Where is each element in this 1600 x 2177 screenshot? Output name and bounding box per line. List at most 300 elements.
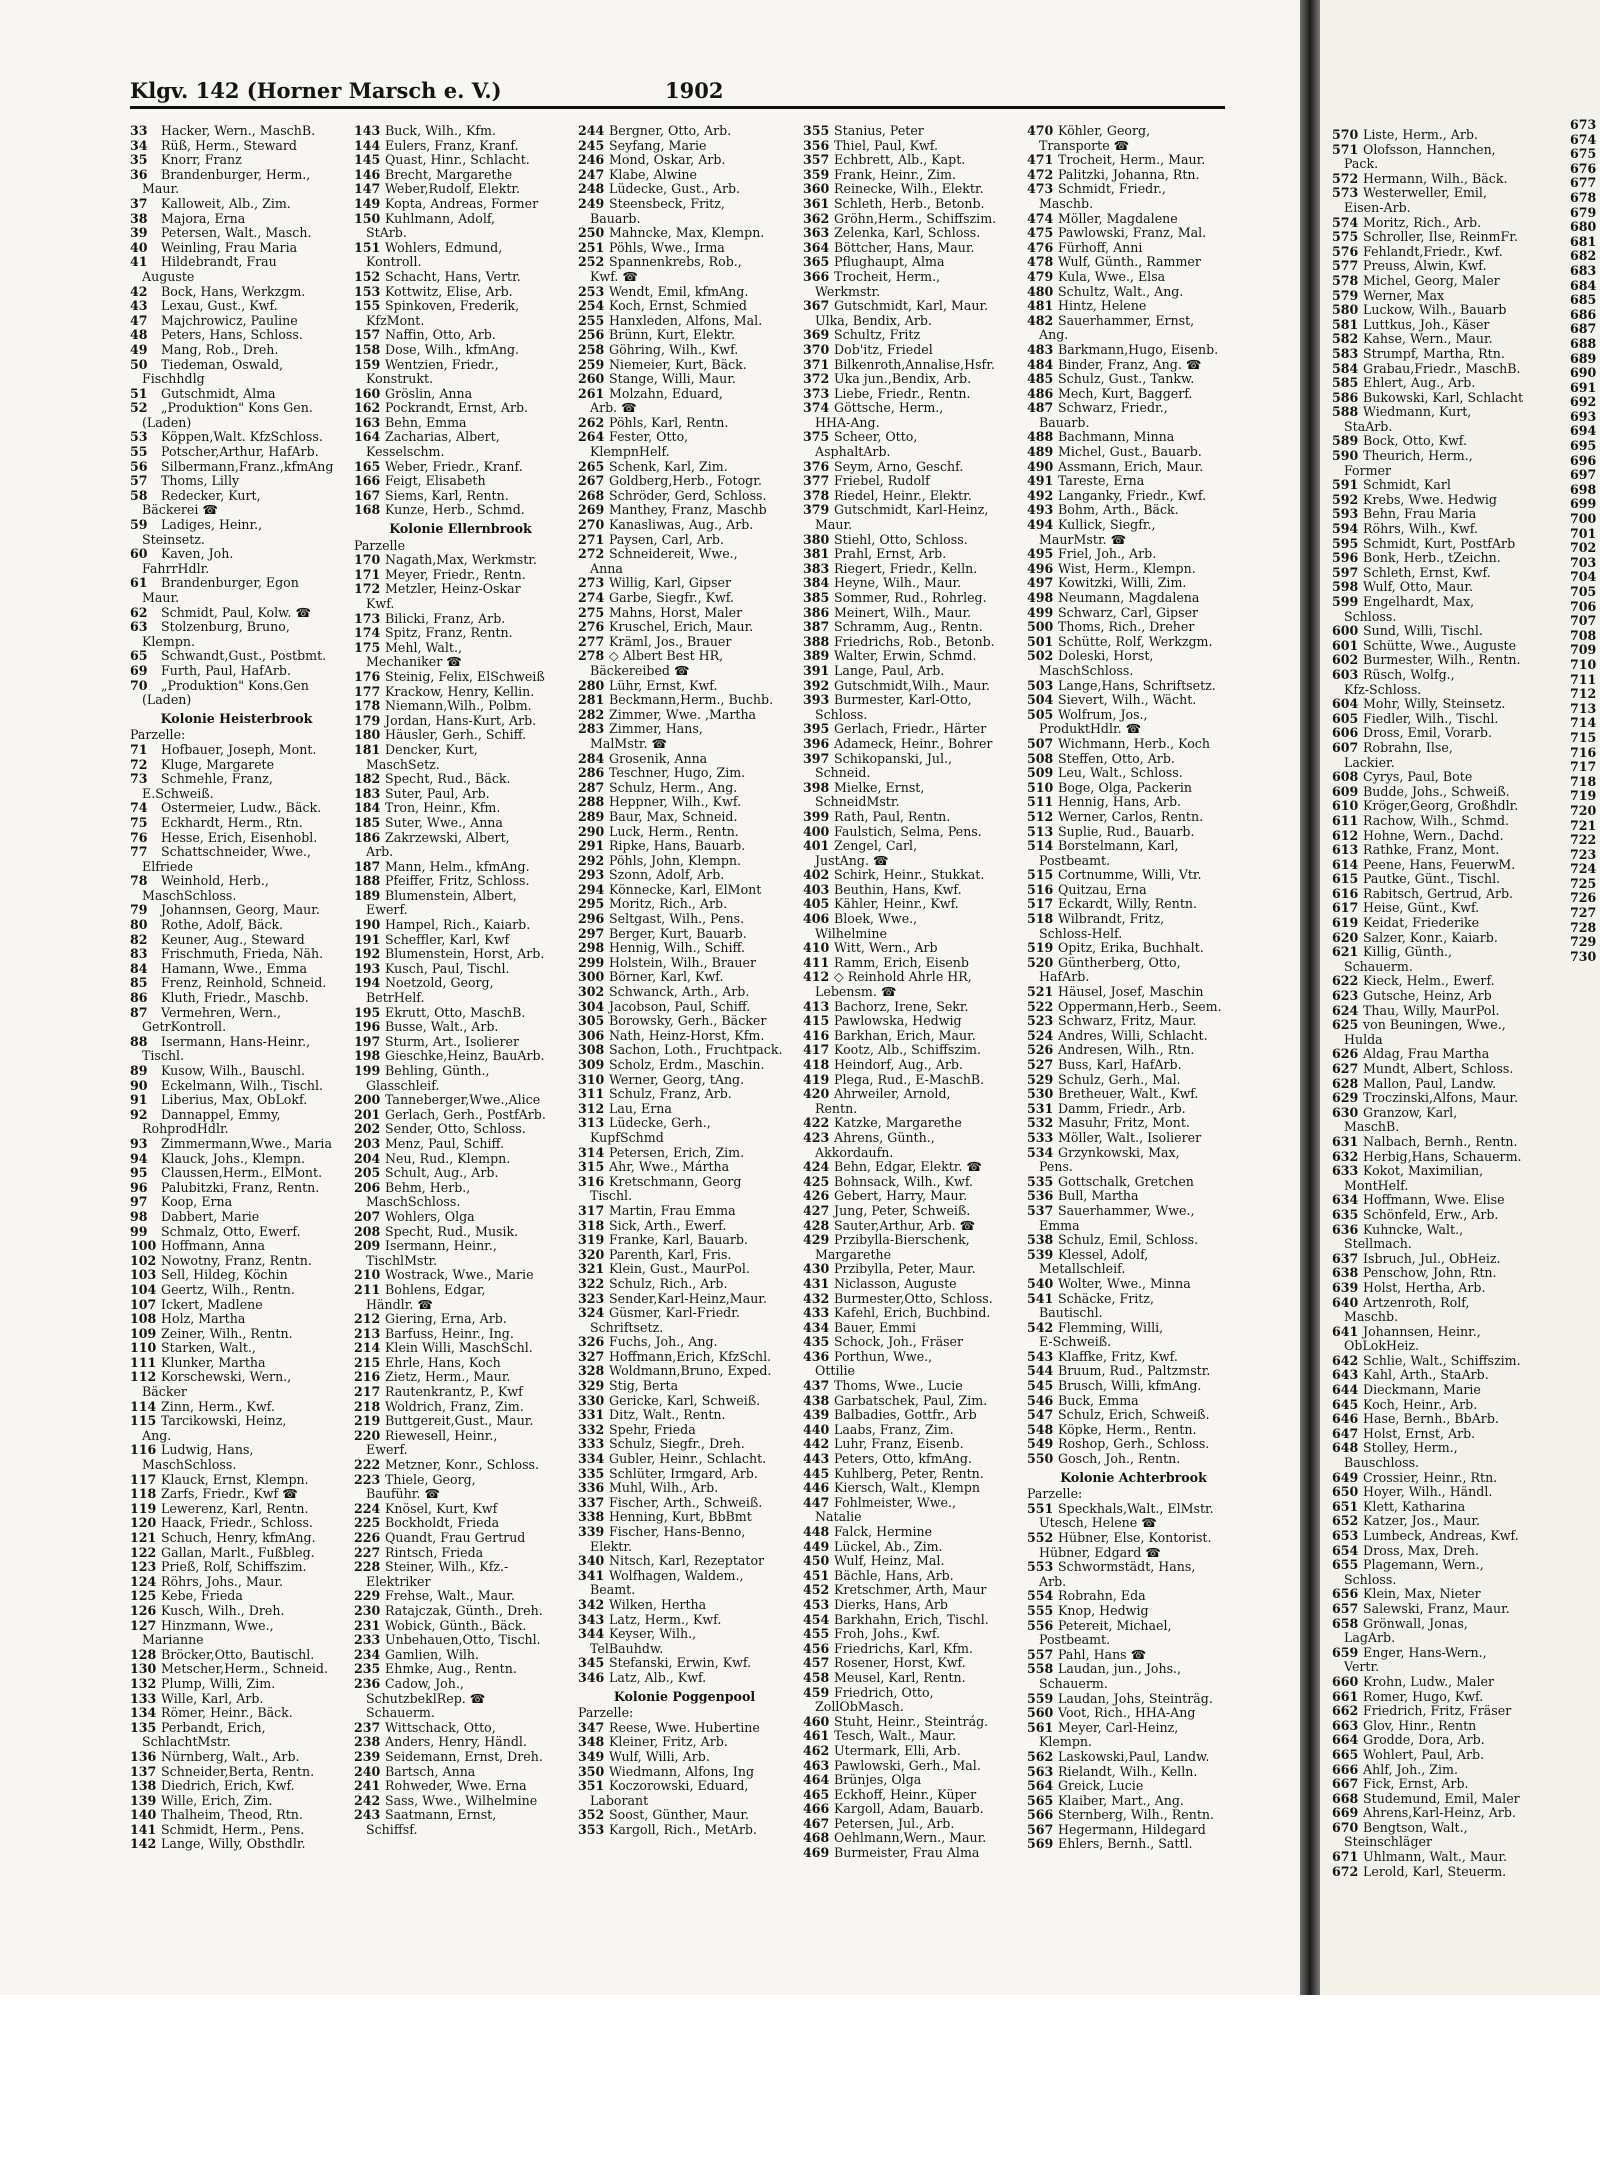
parcel-number: 626: [1332, 1046, 1359, 1062]
parcel-number: 216: [354, 1370, 381, 1385]
section-heading: Kolonie Poggenpool: [613, 1688, 756, 1704]
edge-number: 688: [1570, 335, 1597, 351]
entry-text: Ladiges, Heinr.,: [161, 518, 263, 533]
entry: [578, 839, 791, 854]
entry-text: Kluge, Margarete: [161, 757, 275, 772]
right-page-column: [1332, 128, 1572, 1879]
entry-continuation: Kfz-Schloss.: [1344, 681, 1422, 697]
entry: [803, 1408, 1016, 1423]
entry-text: Kaven, Joh.: [161, 547, 234, 562]
parcel-number: 245: [578, 138, 605, 153]
entry-text: Wolfrum, Jos.,: [1058, 707, 1148, 722]
parcel-number: 373: [803, 386, 830, 401]
entry-text: Cadow, Joh.,: [385, 1676, 464, 1691]
entry: [130, 1443, 343, 1458]
entry-text: Mech, Kurt, Baggerf.: [1058, 386, 1193, 401]
entry: [354, 1327, 567, 1342]
parcel-number: 660: [1332, 1673, 1359, 1689]
parcel-number: 667: [1332, 1776, 1359, 1792]
entry-text: Güsmer, Karl-Friedr.: [609, 1306, 740, 1321]
entry-text: Klein Willi, MaschSchl.: [385, 1341, 533, 1356]
parcel-number: 541: [1027, 1291, 1054, 1306]
entry-text: Palitzki, Johanna, Rtn.: [1058, 167, 1200, 182]
entry-continuation: Bautischl.: [1039, 1306, 1103, 1321]
entry-text: Wentzien, Friedr.,: [385, 357, 499, 372]
entry: [1332, 1091, 1572, 1106]
parcel-number: 176: [354, 669, 381, 684]
parcel-number: 234: [354, 1647, 381, 1662]
parcel-number: 188: [354, 874, 381, 889]
parcel-number: 193: [354, 961, 381, 976]
entry: [803, 649, 1016, 664]
entry-text: Majora, Erna: [161, 211, 246, 226]
edge-number: 674: [1570, 131, 1597, 147]
parcel-number: 82: [130, 932, 148, 947]
entry-text: Bilkenroth,Annalise,Hsfr.: [834, 357, 995, 372]
entry-text: Kula, Wwe., Elsa: [1058, 269, 1166, 284]
parcel-number: 533: [1027, 1130, 1054, 1145]
entry: [1027, 1000, 1240, 1015]
entry-text: Stefanski, Erwin, Kwf.: [609, 1656, 752, 1671]
entry-text: Kootz, Alb., Schiffszim.: [834, 1043, 981, 1058]
entry: [354, 918, 567, 933]
entry-text: Schacht, Hans, Vertr.: [385, 269, 521, 284]
entry-text: Gutsche, Heinz, Arb: [1363, 988, 1492, 1004]
parcel-number: 272: [578, 547, 605, 562]
parcel-number: 259: [578, 357, 605, 372]
parcel-number: 417: [803, 1043, 830, 1058]
entry: [1332, 653, 1572, 668]
entry: [354, 1312, 567, 1327]
parcel-number: 122: [130, 1545, 157, 1560]
entry: [1027, 1502, 1240, 1517]
entry: [803, 1277, 1016, 1292]
entry: [578, 591, 791, 606]
entry-text: Rathke, Franz, Mont.: [1363, 842, 1500, 858]
entry: [130, 845, 343, 860]
parcel-number: 574: [1332, 214, 1359, 230]
entry-continuation: Natalie: [815, 1510, 862, 1525]
parcel-number: 447: [803, 1495, 830, 1510]
entry-text: Knösel, Kurt, Kwf: [385, 1501, 498, 1516]
entry: [130, 1239, 343, 1254]
parcel-number: 602: [1332, 652, 1359, 668]
entry: [130, 328, 343, 343]
entry: [1332, 1777, 1572, 1792]
entry: [1332, 1354, 1572, 1369]
entry: [354, 1458, 567, 1473]
entry: [578, 1808, 791, 1823]
parcel-number: 230: [354, 1603, 381, 1618]
entry: [1027, 956, 1240, 971]
entry: [354, 1794, 567, 1809]
entry-text: Lumbeck, Andreas, Kwf.: [1363, 1528, 1519, 1543]
entry: [130, 1808, 343, 1823]
parcel-number: 238: [354, 1735, 381, 1750]
parcel-number: 337: [578, 1495, 605, 1510]
entry-text: Lückel, Ab., Zim.: [834, 1539, 943, 1554]
entry-text: Latz, Herm., Kwf.: [609, 1612, 722, 1627]
parcel-number: 371: [803, 357, 830, 372]
entry-text: Woldmann,Bruno, Exped.: [609, 1364, 772, 1379]
parcel-number: 305: [578, 1014, 605, 1029]
parcel-number: 280: [578, 678, 605, 693]
entry: [1332, 1675, 1572, 1690]
entry-text: Röhrs, Wilh., Kwf.: [1363, 521, 1478, 537]
entry-text: Wulf, Günth., Rammer: [1058, 255, 1201, 270]
entry-text: Bockholdt, Frieda: [385, 1516, 500, 1531]
entry-text: Jacobson, Paul, Schiff.: [609, 999, 751, 1014]
entry-text: Rath, Paul, Rentn.: [834, 809, 951, 824]
entry-text: Hesse, Erich, Eisenhobl.: [161, 830, 318, 845]
parcel-number: 294: [578, 882, 605, 897]
entry-text: Heppner, Wilh., Kwf.: [609, 795, 742, 810]
entry-text: Oppermann,Herb., Seem.: [1058, 999, 1222, 1014]
entry: [354, 358, 567, 373]
parcel-number: 359: [803, 167, 830, 182]
entry-continuation: Arb.: [366, 845, 394, 860]
entry-continuation: MaschSchloss.: [366, 1195, 461, 1210]
parcel-number: 628: [1332, 1075, 1359, 1091]
entry-text: Reese, Wwe. Hubertine: [609, 1720, 760, 1735]
entry-text: Porthun, Wwe.,: [834, 1349, 933, 1364]
parcel-number: 260: [578, 372, 605, 387]
entry-text: Behn, Edgar, Elektr. ☎: [834, 1160, 983, 1175]
parcel-number: 428: [803, 1218, 830, 1233]
entry: [578, 139, 791, 154]
entry-text: Gerlach, Friedr., Härter: [834, 722, 987, 737]
entry: [130, 679, 343, 694]
entry-text: Schultz, Fritz: [834, 328, 921, 343]
entry-text: Sievert, Wilh., Wächt.: [1058, 693, 1197, 708]
entry-text: Ditz, Walt., Rentn.: [609, 1408, 726, 1423]
entry: [578, 635, 791, 650]
parcel-number: 534: [1027, 1145, 1054, 1160]
entry: [578, 1146, 791, 1161]
parcel-number: 254: [578, 299, 605, 314]
parcel-number: 642: [1332, 1352, 1359, 1368]
entry-continuation: StaArb.: [1344, 418, 1393, 434]
entry-continuation: Emma: [1039, 1218, 1080, 1233]
parcel-number: 314: [578, 1145, 605, 1160]
entry: [1332, 785, 1572, 800]
entry-text: Stolzenburg, Bruno,: [161, 620, 290, 635]
entry-text: Krackow, Henry, Kellin.: [385, 684, 535, 699]
parcel-number: 596: [1332, 550, 1359, 566]
entry-text: Wiedmann, Kurt,: [1363, 404, 1472, 420]
parcel-number: 457: [803, 1656, 830, 1671]
entry-text: Starken, Walt.,: [161, 1341, 256, 1356]
parcel-number: 420: [803, 1087, 830, 1102]
entry: [354, 387, 567, 402]
entry-text: Luckow, Wilh., Bauarb: [1363, 302, 1507, 318]
entry: [803, 474, 1016, 489]
entry: [1027, 1029, 1240, 1044]
entry: [803, 372, 1016, 387]
entry-continuation: Eisen-Arb.: [1344, 199, 1411, 215]
entry: [803, 241, 1016, 256]
entry-text: Thoms, Rich., Dreher: [1058, 620, 1195, 635]
parcel-number: 332: [578, 1422, 605, 1437]
entry: [578, 1481, 791, 1496]
entry: [354, 816, 567, 831]
entry: [578, 1204, 791, 1219]
entry-text: Hanxleden, Alfons, Mal.: [609, 313, 763, 328]
entry: [1332, 1602, 1572, 1617]
entry-text: Moritz, Rich., Arb.: [609, 897, 728, 912]
entry: [1027, 1437, 1240, 1452]
parcel-number: 255: [578, 313, 605, 328]
entry: [1332, 989, 1572, 1004]
entry: [130, 547, 343, 562]
entry: [803, 1233, 1016, 1248]
entry: [354, 1765, 567, 1780]
entry-text: Schikopanski, Jul.,: [834, 751, 953, 766]
entry: [1332, 1471, 1572, 1486]
parcel-number: 273: [578, 576, 605, 591]
parcel-number: 377: [803, 474, 830, 489]
parcel-number: 109: [130, 1326, 157, 1341]
entry-text: Brusch, Willi, kfmAng.: [1058, 1379, 1202, 1394]
entry: [578, 1823, 791, 1838]
parcel-number: 625: [1332, 1017, 1359, 1033]
header-title: Klgv. 142 (Horner Marsch e. V.): [130, 78, 502, 103]
entry: [1332, 566, 1572, 581]
entry: [1027, 1619, 1240, 1634]
entry: [1027, 679, 1240, 694]
entry-text: Geertz, Wilh., Rentn.: [161, 1282, 295, 1297]
entry: [803, 1802, 1016, 1817]
entry: [1027, 737, 1240, 752]
parcel-number: 261: [578, 386, 605, 401]
parcel-number: 229: [354, 1589, 381, 1604]
entry-text: Robrahn, Eda: [1058, 1589, 1146, 1604]
entry-text: Tarcikowski, Heinz,: [161, 1414, 287, 1429]
entry: [803, 197, 1016, 212]
parcel-number: 327: [578, 1349, 605, 1364]
entry-continuation: KlempnHelf.: [590, 445, 670, 460]
entry: [354, 299, 567, 314]
parcel-number: 322: [578, 1276, 605, 1291]
entry: [803, 1160, 1016, 1175]
parcel-number: 84: [130, 961, 148, 976]
entry: [1027, 693, 1240, 708]
entry: [803, 503, 1016, 518]
parcel-number: 632: [1332, 1148, 1359, 1164]
entry: [1332, 1018, 1572, 1033]
edge-number: 673: [1570, 117, 1597, 132]
entry: [1332, 537, 1572, 552]
parcel-number: 523: [1027, 1014, 1054, 1029]
entry-text: Troczinski,Alfons, Maur.: [1363, 1090, 1519, 1106]
parcel-number: 592: [1332, 491, 1359, 507]
entry-continuation: SchneidMstr.: [815, 795, 900, 810]
parcel-number: 662: [1332, 1703, 1359, 1719]
parcel-number: 308: [578, 1043, 605, 1058]
entry: [130, 1837, 343, 1852]
entry: [803, 1817, 1016, 1832]
parcel-number: 72: [130, 757, 148, 772]
entry-text: Binder, Franz, Ang. ☎: [1058, 357, 1202, 372]
parcel-number: 353: [578, 1822, 605, 1837]
entry-text: Kargoll, Rich., MetArb.: [609, 1822, 757, 1837]
entry-continuation: Schauerm.: [1344, 958, 1413, 974]
parcel-number: 287: [578, 780, 605, 795]
parcel-number: 572: [1332, 170, 1359, 186]
parcel-number: 300: [578, 970, 605, 985]
parcel-number: 265: [578, 459, 605, 474]
entry: [803, 1773, 1016, 1788]
entry-text: Giering, Erna, Arb.: [385, 1312, 507, 1327]
parcel-number: 633: [1332, 1163, 1359, 1179]
parcel-number: 87: [130, 1005, 148, 1020]
entry: [354, 1633, 567, 1648]
entry: [1332, 1587, 1572, 1602]
parcel-number: 629: [1332, 1090, 1359, 1106]
entry-continuation: (Laden): [142, 415, 192, 430]
entry-text: Klabe, Alwine: [609, 167, 697, 182]
parcel-number: 567: [1027, 1822, 1054, 1837]
entry-text: Mahncke, Max, Klempn.: [609, 226, 765, 241]
edge-number: 697: [1570, 467, 1597, 483]
entry-text: Eckardt, Willy, Rentn.: [1058, 897, 1198, 912]
entry-text: Wobick, Günth., Bäck.: [385, 1618, 527, 1633]
parcel-number: 432: [803, 1291, 830, 1306]
entry: [578, 197, 791, 212]
parcel-number: 554: [1027, 1589, 1054, 1604]
parcel-number: 184: [354, 801, 381, 816]
entry-text: Schmehle, Franz,: [161, 772, 273, 787]
parcel-number: 450: [803, 1554, 830, 1569]
entry: [578, 1467, 791, 1482]
entry: [1027, 1408, 1240, 1423]
entry: [354, 1137, 567, 1152]
parcel-number: 345: [578, 1656, 605, 1671]
parcel-number: 580: [1332, 302, 1359, 318]
parcel-number: 469: [803, 1846, 830, 1861]
parcel-number: 339: [578, 1525, 605, 1539]
parcel-number: 502: [1027, 649, 1054, 664]
entry: [578, 649, 791, 664]
parcel-number: 493: [1027, 503, 1054, 518]
edge-number: 699: [1570, 496, 1597, 512]
entry: [1027, 1423, 1240, 1438]
parcel-number: 403: [803, 882, 830, 897]
entry: [130, 1298, 343, 1313]
entry: [1332, 887, 1572, 902]
entry: [1332, 1193, 1572, 1208]
entry-text: Plagemann, Wern.,: [1363, 1557, 1484, 1573]
entry: [1027, 1721, 1240, 1736]
entry-text: Bauer, Emmi: [834, 1320, 917, 1335]
entry: [1027, 445, 1240, 460]
entry-text: Riegert, Friedr., Kelln.: [834, 561, 978, 576]
parcel-number: 496: [1027, 561, 1054, 576]
entry: [803, 606, 1016, 621]
entry: [354, 1341, 567, 1356]
entry-text: Fiedler, Wilh., Tischl.: [1363, 710, 1499, 726]
parcel-number: 55: [130, 445, 148, 460]
parcel-number: 387: [803, 620, 830, 635]
parcel-number: 35: [130, 153, 148, 168]
entry-text: Barfuss, Heinr., Ing.: [385, 1326, 514, 1341]
entry: [130, 918, 343, 933]
entry: [1027, 1750, 1240, 1765]
parcel-number: 153: [354, 284, 381, 299]
entry: [803, 1043, 1016, 1058]
entry-text: Kretschmer, Arth, Maur: [834, 1583, 987, 1598]
entry: [354, 1531, 567, 1546]
edge-number: 715: [1570, 729, 1597, 745]
entry: [578, 854, 791, 869]
entry-continuation: Arb. ☎: [590, 401, 637, 416]
entry-text: Mundt, Albert, Schloss.: [1363, 1061, 1514, 1076]
parcel-number: 459: [803, 1685, 830, 1700]
entry: [354, 1648, 567, 1663]
parcel-number: 556: [1027, 1618, 1054, 1633]
parcel-number: 453: [803, 1597, 830, 1612]
entry: [578, 518, 791, 533]
parcel-number: 342: [578, 1597, 605, 1612]
entry: [354, 430, 567, 445]
entry-text: Zimmer, Wwe. ,Martha: [609, 707, 757, 722]
entry-text: Diedrich, Erich, Kwf.: [161, 1779, 295, 1794]
entry-text: Frenz, Reinhold, Schneid.: [161, 976, 327, 991]
entry-text: Kieck, Helm., Ewerf.: [1363, 973, 1495, 989]
entry: [1332, 551, 1572, 566]
parcel-number: 468: [803, 1831, 830, 1846]
entry-continuation: Maur.: [815, 518, 853, 533]
entry-text: Mond, Oskar, Arb.: [609, 153, 726, 168]
entry-continuation: Bäckereibed ☎: [590, 663, 690, 678]
parcel-number: 95: [130, 1166, 148, 1181]
entry-continuation: Schloss.: [1344, 608, 1397, 624]
parcel-number: 422: [803, 1116, 830, 1131]
parcel-number: 559: [1027, 1691, 1054, 1706]
entry-text: Spitz, Franz, Rentn.: [385, 626, 513, 641]
parcel-number: 524: [1027, 1028, 1054, 1043]
entry: [578, 912, 791, 927]
entry-text: Sund, Willi, Tischl.: [1363, 623, 1483, 639]
entry: [578, 1452, 791, 1467]
entry-text: Hase, Bernh., BbArb.: [1363, 1411, 1499, 1427]
entry-text: Haack, Friedr., Schloss.: [161, 1516, 313, 1531]
entry-text: Grzynkowski, Max,: [1058, 1145, 1180, 1160]
parcel-number: 171: [354, 567, 381, 582]
entry-text: Kröger,Georg, Großhdlr.: [1363, 798, 1519, 814]
entry: [1027, 1248, 1240, 1263]
entry-text: Quast, Hinr., Schlacht.: [385, 153, 530, 168]
entry: [354, 197, 567, 212]
entry-text: Steensbeck, Fritz,: [609, 196, 725, 211]
directory-column-3: [578, 124, 791, 1837]
entry: [1332, 814, 1572, 829]
parcel-number: 206: [354, 1180, 381, 1195]
entry-text: Tiedeman, Oswald,: [161, 357, 284, 372]
entry: [1332, 289, 1572, 304]
entry-text: Walter, Erwin, Schmd.: [834, 649, 977, 664]
parcel-number: 434: [803, 1320, 830, 1335]
entry-text: Menz, Paul, Schiff.: [385, 1136, 504, 1151]
entry-text: ◇ Albert Best HR,: [609, 649, 724, 664]
parcel-number: 293: [578, 868, 605, 883]
entry: [1332, 1865, 1572, 1880]
parcel-number: 491: [1027, 474, 1054, 489]
entry: [1027, 503, 1240, 518]
parcel-number: 484: [1027, 357, 1054, 372]
parcel-number: 563: [1027, 1764, 1054, 1779]
parcel-number: 615: [1332, 871, 1359, 887]
